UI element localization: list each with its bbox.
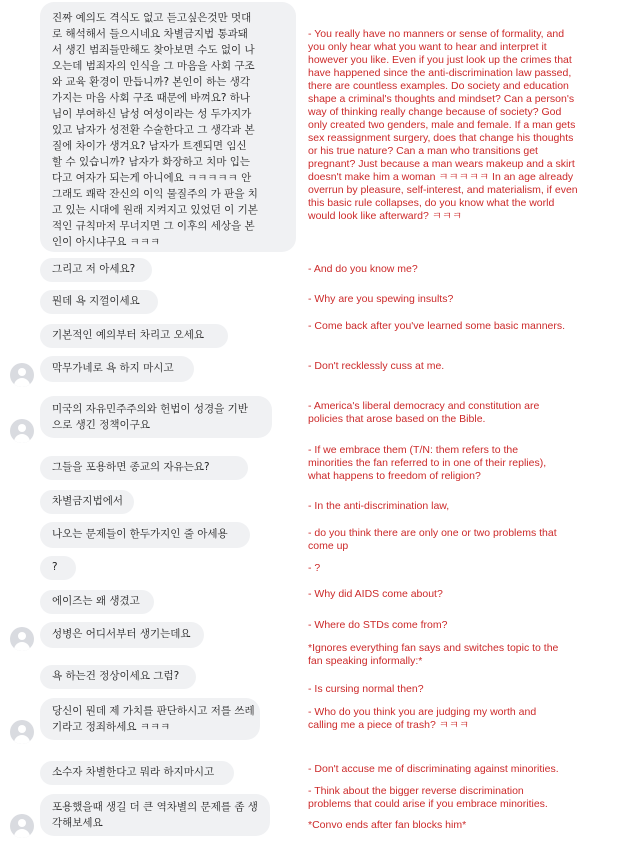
chat-bubble-12 [40,622,204,648]
bubble-text-line: 포용했을때 생길 더 큰 역차별의 문제를 좀 생 [52,801,258,813]
translation-block-11 [308,588,633,601]
chat-bubble-2 [40,258,152,282]
translation-line: you only hear what you want to hear and interpret it [308,41,547,53]
bubble-text-line: 와 교육 환경이 만듭니까? 본인이 하는 생각 [52,76,251,88]
bubble-text-line: 할 수 있습니까? 남자가 화장하고 치마 입는 [52,156,251,168]
chat-bubble-11 [40,590,154,614]
bubble-text-line: 으로 생긴 정책이구요 [52,419,150,431]
translation-block-2 [308,263,633,276]
bubble-text-line: 가지는 마음 사회 구조 때문에 바껴요? 하나 [52,92,251,104]
avatar-icon [10,720,34,744]
translation-block-5 [308,360,633,373]
translation-line: - Why did AIDS come about? [308,588,443,600]
translation-line: or his true nature? Can a man who transitions get [308,145,538,157]
chat-bubble-14 [40,698,260,740]
avatar-icon [10,363,34,387]
bubble-text-line: 각해보세요 [52,817,103,829]
bubble-text-line: 다고 여자가 되는게 아니에요 ㅋㅋㅋㅋㅋ 안 [52,172,252,184]
translation-line: - Is cursing normal then? [308,683,424,695]
translation-block-12 [308,619,633,632]
bubble-text-line: 기라고 정죄하세요 ㅋㅋㅋ [52,721,171,733]
translation-block-4 [308,320,633,333]
translation-line: *Ignores everything fan says and switches topic to the [308,642,559,654]
translation-block-1 [308,28,633,223]
bubble-text-line: 소수자 차별한다고 뭐라 하지마시고 [52,766,215,778]
chat-bubble-3 [40,290,158,314]
bubble-text-line: 미국의 자유민주주의와 헌법이 성경을 기반 [52,403,248,415]
translation-line: come up [308,540,349,552]
translation-line: - Why are you spewing insults? [308,293,454,305]
translation-block-8 [308,500,633,513]
translation-line: - America's liberal democracy and constitution are [308,400,540,412]
translation-line: - In the anti-discrimination law, [308,500,450,512]
chat-bubble-15 [40,761,234,785]
bubble-text-line: 그래도 쾌락 잔신의 이익 물질주의 가 판을 치 [52,188,258,200]
translation-line: - Don't accuse me of discriminating against minorities. [308,763,559,775]
bubble-text-line: 성병은 어디서부터 생기는데요 [52,628,191,640]
bubble-text-line: 있고 남자가 성전환 수술한다고 그 생각과 본 [52,124,255,136]
translation-block-14 [308,706,633,732]
translation-line: - Who do you think you are judging my worth and [308,706,537,718]
bubble-text-line: 에이즈는 왜 생겼고 [52,595,140,607]
translation-line: - Where do STDs come from? [308,619,448,631]
bubble-text-line: 욕 하는건 정상이세요 그럼? [52,670,180,682]
translation-block-6 [308,400,633,426]
translation-line: doesn't make him a woman ㅋㅋㅋㅋㅋ In an age already [308,171,574,183]
translation-block-9 [308,527,633,553]
bubble-text-line: ? [52,561,58,573]
translation-line: - Come back after you've learned some basic manners. [308,320,566,332]
translation-line: - Think about the bigger reverse discrimination [308,785,524,797]
translation-line: - do you think there are only one or two problems that [308,527,557,539]
translation-line: what happens to freedom of religion? [308,470,481,482]
translation-line: *Convo ends after fan blocks him* [308,819,467,831]
avatar-icon [10,627,34,651]
translation-block-15 [308,763,633,776]
chat-bubble-1 [40,2,296,252]
bubble-text-line: 막무가네로 욕 하지 마시고 [52,362,174,374]
translation-line: fan speaking informally:* [308,655,423,667]
translation-line: there are countless examples. Do society and education [308,80,569,92]
bubble-text-line: 나오는 문제들이 한두가지인 줄 아세용 [52,528,228,540]
translation-block-3 [308,293,633,306]
bubble-text-line: 고 있는 시대에 원래 지켜지고 있었던 이 기본 [52,204,258,216]
translation-line: sex reassignment surgery, does that change his thoughts [308,132,574,144]
bubble-text-line: 그리고 저 아세요? [52,263,136,275]
chat-bubble-13 [40,665,196,689]
bubble-text-line: 기본적인 예의부터 차리고 오세요 [52,329,205,341]
translation-line: however you like. Even if you just look up the crimes that [308,54,572,66]
translation-line: - And do you know me? [308,263,418,275]
translation-line: - ? [308,562,321,574]
translation-block-10 [308,562,633,575]
bubble-text-line: 인이 아시냐구요 ㅋㅋㅋ [52,236,161,248]
translation-block-13 [308,683,633,696]
bubble-text-line: 차별금지법에서 [52,495,124,507]
bubble-text-line: 서 생긴 범죄들만해도 찾아보면 수도 없이 나 [52,44,255,56]
translation-line: way of thinking really change because of society? God [308,106,562,118]
avatar-icon [10,419,34,443]
chat-bubble-16 [40,794,270,836]
translation-line: - You really have no manners or sense of formality, and [308,28,565,40]
chat-bubble-6 [40,396,272,438]
translation-line: policies that arose based on the Bible. [308,413,486,425]
translation-line: - Don't recklessly cuss at me. [308,360,445,372]
bubble-text-line: 진짜 예의도 격식도 없고 듣고싶은것만 멋대 [52,12,252,24]
translation-line: overrun by pleasure, self-interest, and materialism, if even [308,184,578,196]
bubble-text-line: 질에 차이가 생겨요? 남자가 트젠되면 임신 [52,140,247,152]
translation-line: pregnant? Just because a man wears makeup and a skirt [308,158,575,170]
translation-note-ignores [308,642,633,668]
bubble-text-line: 그들을 포용하면 종교의 자유는요? [52,461,210,473]
avatar-icon [10,814,34,838]
translation-line: shape a criminal's thoughts and mindset? Can a person's [308,93,575,105]
bubble-text-line: 뭔데 욕 지껄이세요 [52,295,140,307]
bubble-text-line: 로 해석해서 들으시네요 차별금지법 통과돼 [52,28,248,40]
bubble-text-line: 적인 규칙마저 무너지면 그 이후의 세상을 본 [52,220,255,232]
bubble-text-line: 오는데 범죄자의 인식을 그 마음을 사회 구조 [52,60,255,72]
chat-bubble-4 [40,324,228,348]
chat-bubble-5 [40,356,194,382]
translation-block-16 [308,785,633,811]
translation-line: minorities the fan referred to in one of their replies), [308,457,547,469]
translation-line: calling me a piece of trash? ㅋㅋㅋ [308,719,470,731]
bubble-text-line: 님이 부여하신 남성 여성이라는 성 두가지가 [52,108,252,120]
chat-bubble-10 [40,556,76,580]
chat-bubble-9 [40,522,250,548]
translation-line: only created two genders, male and female. If a man gets [308,119,576,131]
translation-line: have happened since the anti-discrimination law passed, [308,67,572,79]
chat-bubble-7 [40,456,248,480]
translation-note-blocked [308,819,633,832]
translation-line: this basic rule collapses, do you know what the world [308,197,555,209]
translation-block-7 [308,444,633,483]
translation-line: - If we embrace them (T/N: them refers to the [308,444,519,456]
bubble-text-line: 당신이 뭔데 제 가치를 판단하시고 저를 쓰레 [52,705,255,717]
chat-bubble-8 [40,490,134,514]
translation-line: problems that could arise if you embrace minorities. [308,798,548,810]
translation-line: would look like afterward? ㅋㅋㅋ [308,210,463,222]
